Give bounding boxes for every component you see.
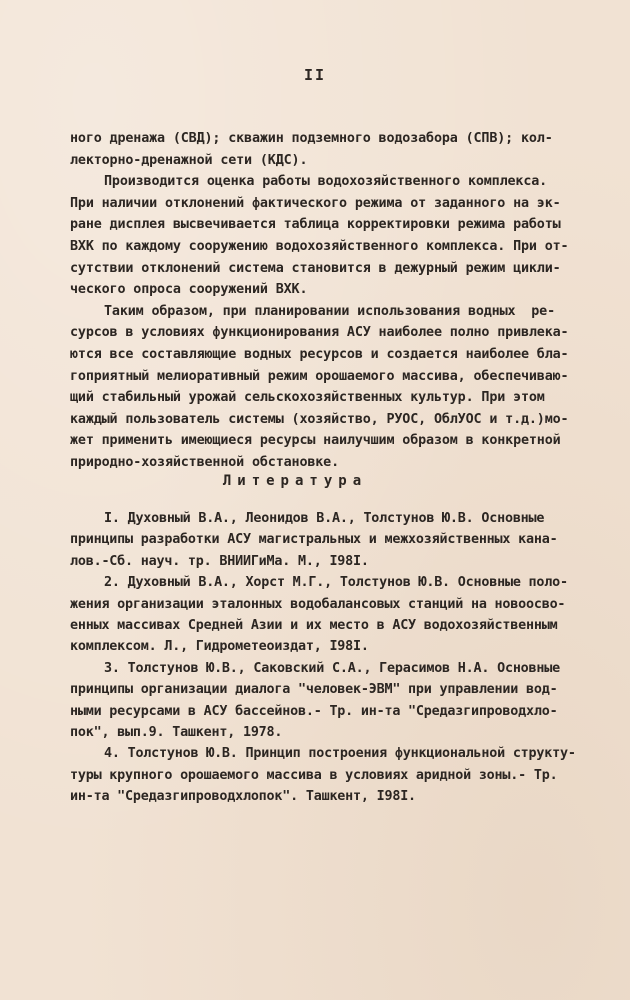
text-line: лекторно-дренажной сети (КДС). (70, 152, 308, 168)
text-line: туры крупного орошаемого массива в условиях аридной зоны.- Тр. (70, 767, 558, 783)
text-line: ране дисплея высвечивается таблица корректировки режима работы (70, 217, 561, 233)
text-line: природно-хозяйственной обстановке. (70, 454, 340, 470)
text-line: жения организации эталонных водобалансовых станций на новоосво- (70, 596, 566, 612)
text-line: щий стабильный урожай сельскохозяйственных культур. При этом (70, 390, 545, 406)
page-number: II (303, 66, 327, 84)
references-heading: Литература (222, 473, 368, 489)
reference-item (70, 572, 568, 658)
reference-item (70, 508, 560, 572)
reference-item (70, 658, 560, 744)
text-line: ного дренажа (СВД); скважин подземного водозабора (СПВ); кол- (70, 131, 553, 146)
text-line: 4. Толстунов Ю.В. Принцип построения функциональной структу- (104, 746, 576, 762)
text-line: каждый пользователь системы (хозяйство, РУОС, ОблУОС и т.д.)мо- (70, 411, 569, 427)
text-line: сурсов в условиях функционирования АСУ наиболее полно привлека- (70, 325, 569, 341)
paragraph (70, 128, 560, 171)
text-line: енных массивах Средней Азии и их место в АСУ водохозяйственным (70, 618, 558, 634)
reference-item (70, 743, 576, 807)
text-line: сутствии отклонений система становится в дежурный режим цикли- (70, 260, 561, 276)
text-line: комплексом. Л., Гидрометеоиздат, I98I. (70, 639, 369, 655)
text-line: ВХК по каждому сооружению водохозяйственного комплекса. При от- (70, 238, 569, 254)
paragraph (70, 171, 569, 301)
text-line: гоприятный мелиоративный режим орошаемого массива, обеспечиваю- (70, 368, 569, 384)
text-line: принципы разработки АСУ магистральных и межхозяйственных кана- (70, 532, 558, 548)
text-line: Таким образом, при планировании использования водных ре- (104, 303, 555, 319)
text-line: пок", вып.9. Ташкент, 1978. (70, 725, 283, 741)
text-line: принципы организации диалога "человек-ЭВМ" при управлении вод- (70, 682, 558, 698)
text-line: Производится оценка работы водохозяйственного комплекса. (104, 174, 548, 190)
text-line: ются все составляющие водных ресурсов и создается наиболее бла- (70, 346, 569, 362)
text-line: лов.-Сб. науч. тр. ВНИИГиМа. М., I98I. (70, 553, 369, 569)
text-line: 2. Духовный В.А., Хорст М.Г., Толстунов Ю.В. Основные поло- (104, 575, 568, 591)
text-line: ческого опроса сооружений ВХК. (70, 282, 308, 298)
text-line: I. Духовный В.А., Леонидов В.А., Толстунов Ю.В. Основные (104, 511, 545, 526)
text-line: ными ресурсами в АСУ бассейнов.- Тр. ин-та "Средазгипроводхло- (70, 703, 558, 719)
references-list (70, 508, 576, 808)
text-line: 3. Толстунов Ю.В., Саковский С.А., Герасимов Н.А. Основные (104, 660, 560, 676)
text-line: жет применить имеющиеся ресурсы наилучшим образом в конкретной (70, 433, 561, 449)
paragraph (70, 301, 569, 474)
text-line: ин-та "Средазгипроводхлопок". Ташкент, I98I. (70, 789, 416, 805)
text-line: При наличии отклонений фактического режима от заданного на эк- (70, 195, 561, 211)
body-text (70, 128, 569, 474)
